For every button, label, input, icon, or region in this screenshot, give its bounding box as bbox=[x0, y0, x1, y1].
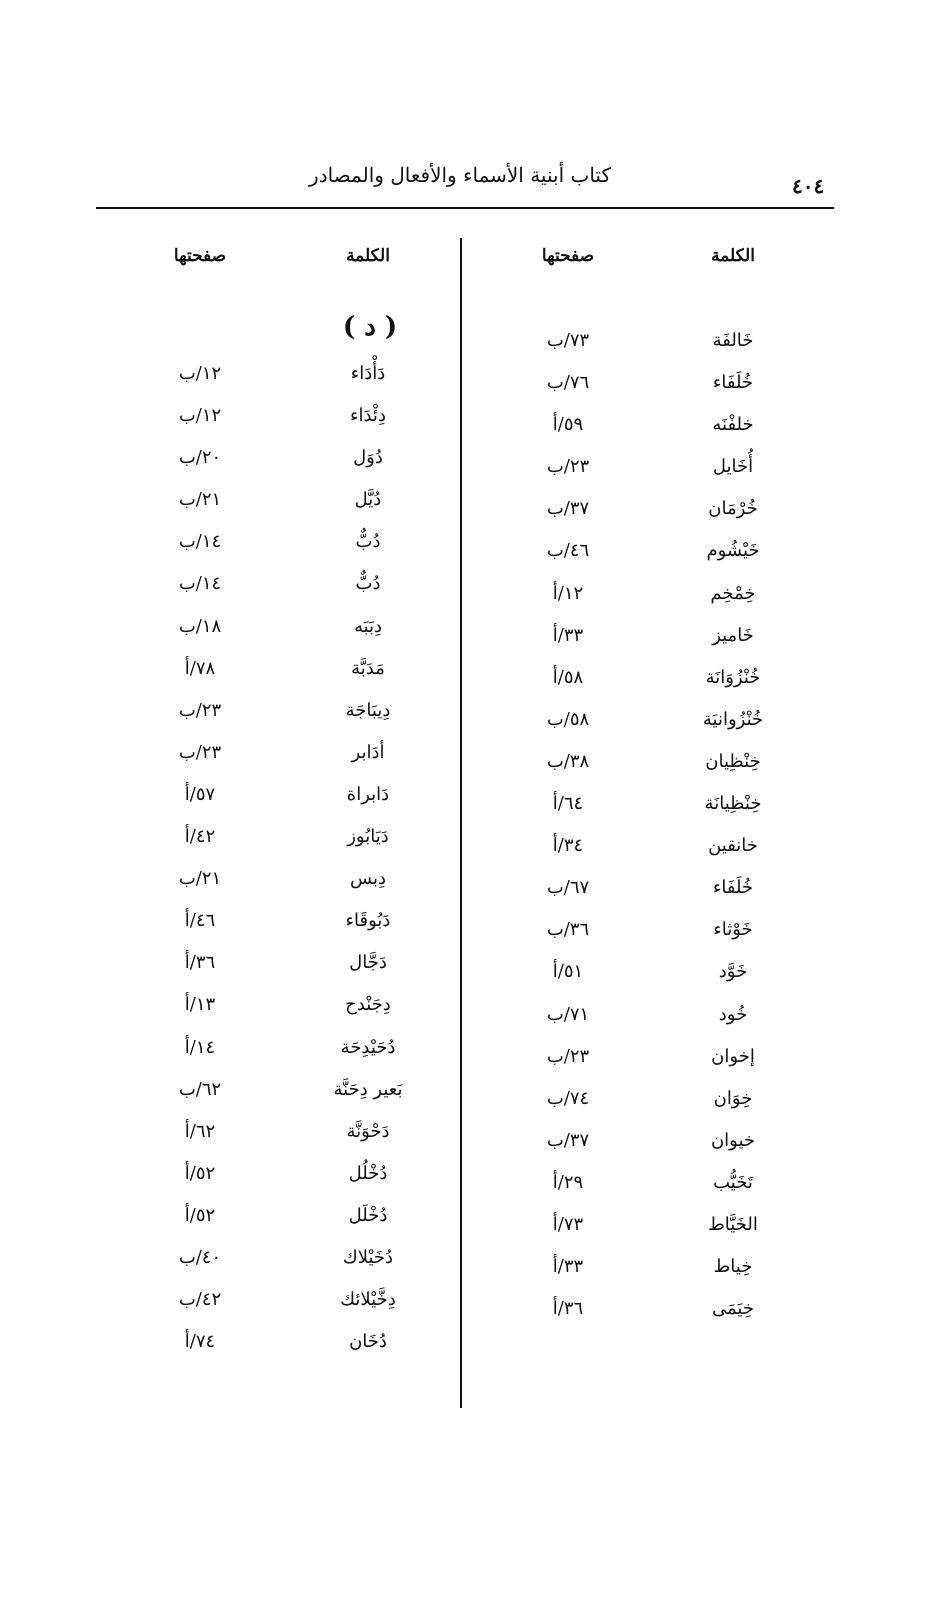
entry-page-ref: ٣٨/ب bbox=[546, 750, 590, 772]
entry-word: خُود bbox=[718, 1003, 748, 1025]
entry-page-ref: ٢٩/أ bbox=[552, 1171, 584, 1193]
entry-page-ref: ٣٧/ب bbox=[546, 498, 590, 520]
index-entry bbox=[468, 448, 828, 490]
entry-word: خِمْخِم bbox=[710, 582, 756, 604]
index-entry bbox=[468, 575, 828, 617]
entry-page-ref: ٢٣/ب bbox=[546, 1045, 590, 1067]
index-entry bbox=[468, 1122, 828, 1164]
entry-word: بَعير دِحَنَّة bbox=[333, 1078, 403, 1100]
index-entry bbox=[468, 911, 828, 953]
index-entry bbox=[100, 439, 460, 481]
entry-page-ref: ٢١/ب bbox=[178, 489, 222, 511]
left-entries bbox=[100, 355, 460, 1365]
entry-page-ref: ١٣/أ bbox=[184, 994, 216, 1016]
entry-word: دِبس bbox=[350, 868, 386, 890]
index-entry bbox=[468, 406, 828, 448]
entry-word: دُحَيْدِحَة bbox=[340, 1036, 396, 1058]
index-entry bbox=[468, 953, 828, 995]
entry-word: دَأْدَاء bbox=[350, 363, 386, 384]
index-entry bbox=[468, 1206, 828, 1248]
entry-word: دُخْلَل bbox=[348, 1204, 388, 1226]
entry-word: دَابراة bbox=[346, 783, 390, 805]
entry-page-ref: ١٨/ب bbox=[178, 615, 222, 637]
entry-word: إخوان bbox=[711, 1045, 755, 1067]
entry-word: دُخَيْلاك bbox=[342, 1246, 394, 1268]
entry-page-ref: ٥٨/أ bbox=[552, 666, 584, 688]
running-title: كتاب أبنية الأسماء والأفعال والمصادر bbox=[309, 163, 611, 187]
entry-page-ref: ٧١/ب bbox=[546, 1003, 590, 1025]
section-letter: ( د ) bbox=[342, 312, 398, 342]
entry-word: خانقين bbox=[708, 835, 758, 857]
page-heading: صفحتها bbox=[173, 246, 227, 266]
index-entry bbox=[468, 490, 828, 532]
index-entry bbox=[468, 785, 828, 827]
index-entry bbox=[100, 1323, 460, 1365]
entry-page-ref: ٤٢/ب bbox=[178, 1289, 222, 1311]
index-entry bbox=[468, 532, 828, 574]
left-column bbox=[100, 238, 460, 1353]
entry-word: خُلَفَاء bbox=[712, 877, 754, 899]
left-column-header bbox=[100, 238, 460, 278]
index-entry bbox=[468, 869, 828, 911]
entry-word: أُخَايل bbox=[712, 456, 754, 478]
entry-page-ref: ٣٣/أ bbox=[552, 624, 584, 646]
entry-word: دَبُوقَاء bbox=[345, 910, 391, 932]
entry-page-ref: ٥١/أ bbox=[552, 961, 584, 983]
index-entry bbox=[468, 827, 828, 869]
entry-word: دِبَبَه bbox=[353, 615, 383, 637]
entry-page-ref: ٧٣/ب bbox=[546, 330, 590, 351]
index-entry bbox=[100, 565, 460, 607]
index-entry bbox=[468, 1290, 828, 1332]
entry-word: خُرْمَان bbox=[708, 498, 758, 520]
entry-page-ref: ١٢/ب bbox=[178, 405, 222, 427]
word-heading: الكلمة bbox=[346, 246, 390, 266]
entry-page-ref: ٤٦/أ bbox=[184, 910, 216, 932]
entry-page-ref: ٢٠/ب bbox=[178, 447, 222, 469]
entry-word: دِئْدَاء bbox=[350, 405, 386, 427]
entry-page-ref: ٢٣/ب bbox=[546, 456, 590, 478]
entry-word: خيوان bbox=[710, 1129, 756, 1151]
index-entry bbox=[100, 1071, 460, 1113]
index-entry bbox=[100, 944, 460, 986]
index-entry bbox=[100, 397, 460, 439]
index-entry bbox=[468, 617, 828, 659]
index-entry bbox=[100, 608, 460, 650]
entry-page-ref: ٢٣/ب bbox=[178, 741, 222, 763]
right-column bbox=[468, 238, 828, 1320]
entry-page-ref: ٥٨/ب bbox=[546, 708, 590, 730]
index-entry bbox=[468, 701, 828, 743]
entry-word: خُنْزُوانيَة bbox=[702, 708, 764, 730]
entry-page-ref: ٤٢/أ bbox=[184, 826, 216, 848]
entry-page-ref: ٣٣/أ bbox=[552, 1256, 584, 1278]
entry-page-ref: ٣٦/أ bbox=[184, 952, 216, 974]
entry-word: خِيَمَى bbox=[712, 1298, 754, 1320]
entry-word: مَدَبَّة bbox=[351, 657, 385, 679]
entry-page-ref: ٧٤/أ bbox=[184, 1331, 216, 1353]
entry-word: خُنْزُوَانَة bbox=[705, 666, 761, 688]
entry-word: دُوَل bbox=[353, 447, 383, 469]
entry-page-ref: ٧٨/أ bbox=[184, 657, 216, 679]
index-entry bbox=[468, 322, 828, 364]
entry-page-ref: ٥٩/أ bbox=[552, 414, 584, 436]
entry-page-ref: ٣٦/أ bbox=[552, 1298, 584, 1320]
entry-page-ref: ٤٠/ب bbox=[178, 1246, 222, 1268]
entry-word: الخَيَّاط bbox=[708, 1213, 758, 1235]
entry-word: خَوْثاء bbox=[713, 919, 753, 941]
entry-word: دُيَّل bbox=[354, 489, 382, 511]
entry-page-ref: ٦٢/ب bbox=[178, 1078, 222, 1100]
right-entries bbox=[468, 322, 828, 1332]
index-entry bbox=[468, 996, 828, 1038]
index-entry bbox=[100, 481, 460, 523]
index-entry bbox=[100, 986, 460, 1028]
entry-page-ref: ٣٧/ب bbox=[546, 1129, 590, 1151]
index-entry bbox=[100, 1155, 460, 1197]
index-entry bbox=[100, 1113, 460, 1155]
entry-word: خَوَّد bbox=[718, 961, 748, 983]
entry-page-ref: ٦٢/أ bbox=[184, 1120, 216, 1142]
word-heading: الكلمة bbox=[711, 246, 755, 266]
entry-page-ref: ١٤/أ bbox=[184, 1036, 216, 1058]
index-entry bbox=[100, 1281, 460, 1323]
entry-page-ref: ٥٢/أ bbox=[184, 1204, 216, 1226]
entry-word: دَيَابُوز bbox=[347, 826, 389, 848]
entry-word: دَحْوَنَّة bbox=[346, 1120, 390, 1142]
entry-page-ref: ٦٧/ب bbox=[546, 877, 590, 899]
entry-word: دُخْلُل bbox=[348, 1162, 388, 1184]
index-entry bbox=[100, 776, 460, 818]
page-number: ٤٠٤ bbox=[792, 174, 825, 198]
entry-page-ref: ٢٣/ب bbox=[178, 699, 222, 721]
column-divider bbox=[460, 238, 462, 1408]
index-entry bbox=[100, 1029, 460, 1071]
index-entry bbox=[100, 692, 460, 734]
index-entry bbox=[468, 743, 828, 785]
entry-word: خِوَان bbox=[713, 1087, 753, 1109]
entry-page-ref: ٥٧/أ bbox=[184, 783, 216, 805]
index-entry bbox=[468, 1038, 828, 1080]
index-entry bbox=[100, 734, 460, 776]
entry-word: خِياط bbox=[713, 1256, 753, 1278]
index-entry bbox=[100, 650, 460, 692]
entry-word: خَيْشُوم bbox=[706, 540, 760, 562]
entry-word: خِنْظِيان bbox=[705, 750, 761, 772]
entry-page-ref: ٥٢/أ bbox=[184, 1162, 216, 1184]
entry-word: دُبٌّ bbox=[355, 573, 381, 595]
entry-page-ref: ٢١/ب bbox=[178, 868, 222, 890]
entry-page-ref: ٣٦/ب bbox=[546, 919, 590, 941]
entry-word: خُلَفَاء bbox=[712, 372, 754, 394]
index-entry bbox=[100, 523, 460, 565]
entry-word: خَالفَة bbox=[712, 330, 754, 351]
entry-page-ref: ٦٤/أ bbox=[552, 793, 584, 815]
entry-word: تَخَيُّب bbox=[713, 1171, 753, 1193]
entry-word: دَجَّال bbox=[349, 952, 387, 974]
index-entry bbox=[468, 659, 828, 701]
entry-word: خِنْظِيانَة bbox=[704, 793, 762, 815]
index-entry bbox=[468, 1080, 828, 1122]
index-entry bbox=[100, 1197, 460, 1239]
entry-page-ref: ١٤/ب bbox=[178, 531, 222, 553]
right-column-header bbox=[468, 238, 828, 278]
entry-page-ref: ٧٦/ب bbox=[546, 372, 590, 394]
entry-word: خَاميز bbox=[712, 624, 754, 646]
index-entry bbox=[100, 1239, 460, 1281]
entry-word: خلفْنَه bbox=[712, 414, 754, 436]
index-entry bbox=[100, 902, 460, 944]
index-entry bbox=[468, 1248, 828, 1290]
index-entry bbox=[100, 355, 460, 397]
entry-word: أدَابر bbox=[351, 741, 385, 763]
entry-page-ref: ١٤/ب bbox=[178, 573, 222, 595]
entry-word: دِجَنْدح bbox=[345, 994, 391, 1016]
index-entry bbox=[468, 364, 828, 406]
header-rule bbox=[96, 207, 834, 209]
index-entry bbox=[100, 860, 460, 902]
entry-page-ref: ١٢/أ bbox=[552, 582, 584, 604]
entry-word: دِيبَاجَة bbox=[345, 699, 391, 721]
index-entry bbox=[100, 818, 460, 860]
index-entry bbox=[468, 1164, 828, 1206]
entry-word: دِخَّيْلائك bbox=[340, 1289, 396, 1311]
page-heading: صفحتها bbox=[541, 246, 595, 266]
entry-page-ref: ٤٦/ب bbox=[546, 540, 590, 562]
entry-word: دُخَان bbox=[349, 1331, 387, 1353]
entry-page-ref: ١٢/ب bbox=[178, 363, 222, 384]
entry-word: دُبٌّ bbox=[355, 531, 381, 553]
entry-page-ref: ٣٤/أ bbox=[552, 835, 584, 857]
entry-page-ref: ٧٤/ب bbox=[546, 1087, 590, 1109]
entry-page-ref: ٧٣/أ bbox=[552, 1213, 584, 1235]
